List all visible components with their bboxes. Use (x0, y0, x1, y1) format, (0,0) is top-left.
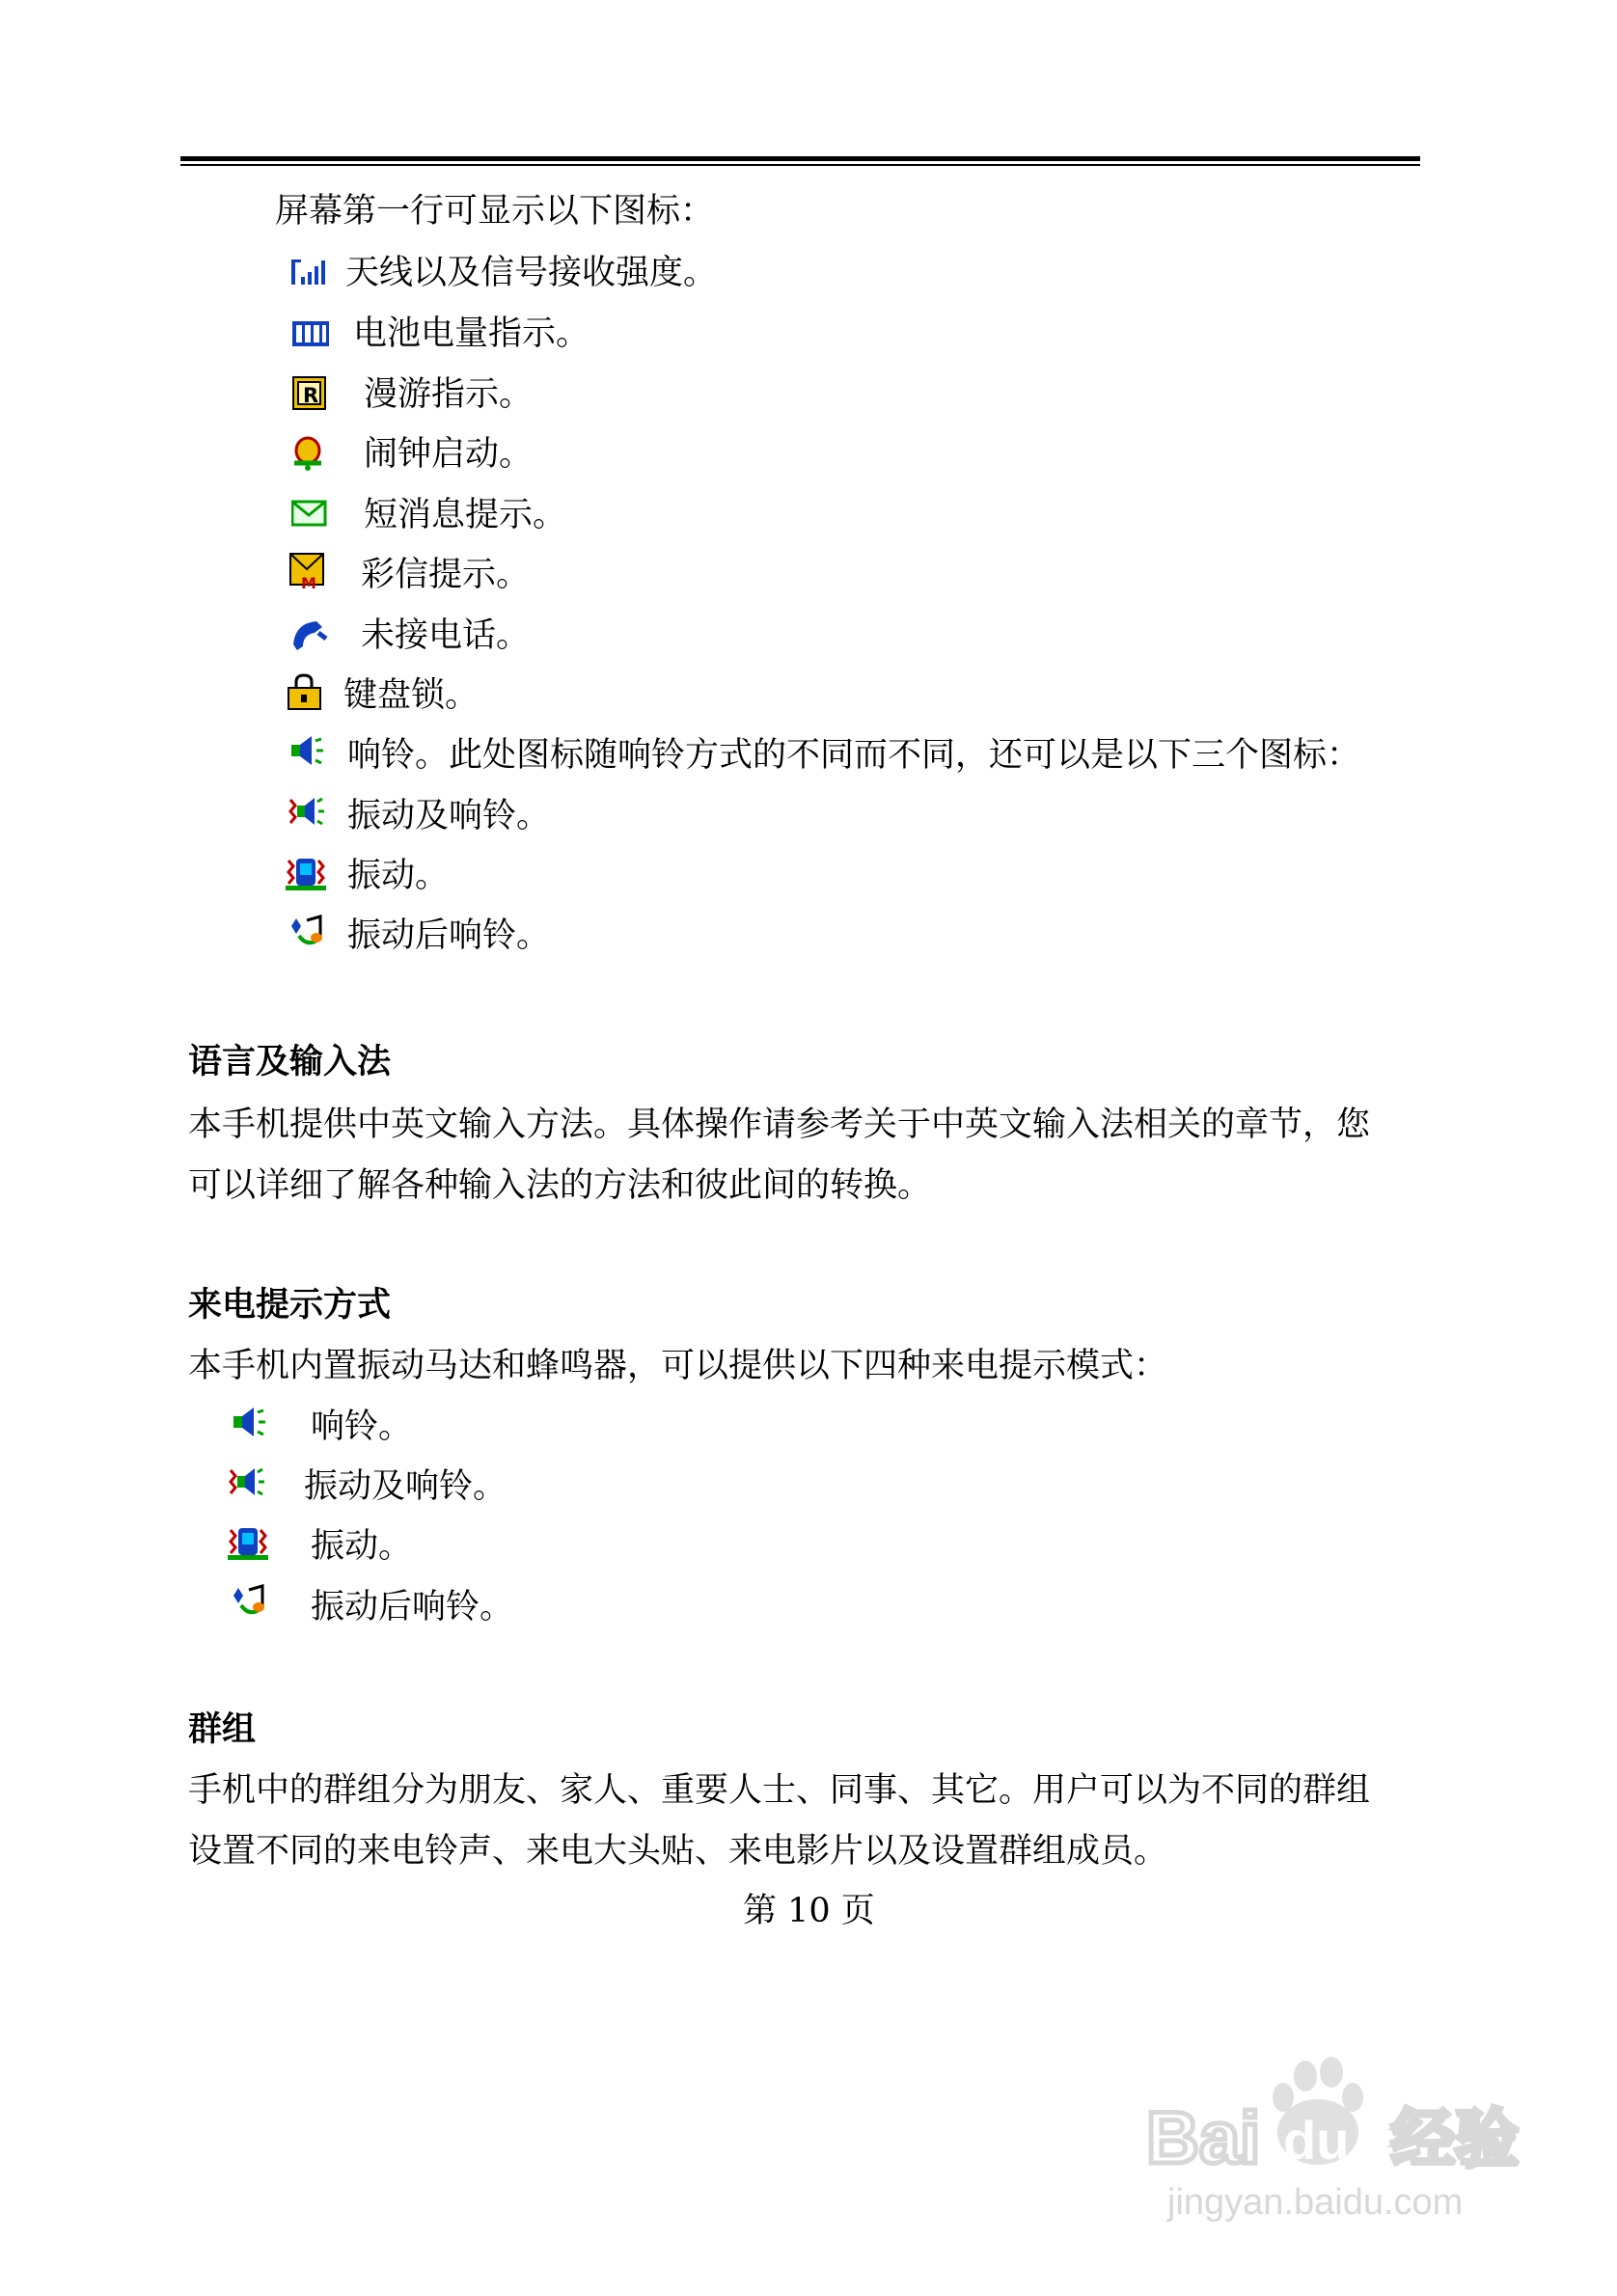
status-text-roaming: 漫游指示。 (364, 375, 534, 414)
status-text-signal: 天线以及信号接收强度。 (345, 254, 718, 292)
section-alert-title: 来电提示方式 (188, 1285, 392, 1325)
section-language-line1: 本手机提供中英文输入方法。具体操作请参考关于中英文输入法相关的章节，您 (188, 1106, 1371, 1144)
alert-item-vibrate-text: 振动。 (311, 1527, 413, 1566)
intro-text: 屏幕第一行可显示以下图标： (275, 192, 715, 231)
alert-item-vibrate-then-ring-text: 振动后响铃。 (311, 1588, 514, 1626)
watermark-brand-cn: 经验 (1391, 2102, 1519, 2176)
roaming-icon (292, 376, 327, 411)
svg-text:du: du (1283, 2110, 1350, 2171)
status-text-mms: 彩信提示。 (361, 556, 531, 594)
watermark-url: jingyan.baidu.com (1167, 2182, 1464, 2223)
baidu-jingyan-watermark (1138, 2055, 1553, 2248)
ring-icon (288, 733, 326, 770)
header-rule (180, 156, 1420, 161)
section-alert-line1: 本手机内置振动马达和蜂鸣器，可以提供以下四种来电提示模式： (188, 1347, 1168, 1385)
vibrate-icon (228, 1524, 268, 1561)
svg-text:R: R (303, 384, 319, 407)
section-language-line2: 可以详细了解各种输入法的方法和彼此间的转换。 (188, 1166, 932, 1205)
signal-icon (289, 256, 326, 287)
keypad-lock-icon (286, 672, 324, 711)
status-text-sms: 短消息提示。 (364, 496, 567, 534)
vibrate-then-ring-icon (230, 1584, 268, 1621)
status-text-keypad-lock: 键盘锁。 (343, 676, 480, 715)
status-text-vibrate-then-ring: 振动后响铃。 (347, 916, 551, 955)
status-text-ring: 响铃。此处图标随响铃方式的不同而不同，还可以是以下三个图标： (347, 736, 1361, 775)
svg-text:Bai: Bai (1146, 2097, 1261, 2179)
status-text-battery: 电池电量指示。 (353, 314, 590, 353)
vibrate-icon (286, 855, 326, 891)
battery-icon (291, 316, 332, 349)
status-text-vibrate-and-ring: 振动及响铃。 (347, 797, 551, 835)
svg-text:M: M (301, 574, 316, 590)
section-group-line1: 手机中的群组分为朋友、家人、重要人士、同事、其它。用户可以为不同的群组 (188, 1771, 1371, 1810)
sms-icon (291, 500, 328, 527)
alert-item-vibrate-and-ring-text: 振动及响铃。 (304, 1467, 507, 1506)
section-group-title: 群组 (188, 1709, 257, 1749)
header-rule-thin (180, 164, 1420, 166)
ring-icon (230, 1405, 268, 1441)
alert-item-ring-text: 响铃。 (311, 1408, 413, 1446)
vibrate-and-ring-icon (228, 1464, 266, 1501)
mms-icon (289, 552, 328, 590)
vibrate-then-ring-icon (288, 915, 326, 951)
missed-call-icon (289, 617, 330, 652)
section-group-line2: 设置不同的来电铃声、来电大头贴、来电影片以及设置群组成员。 (188, 1832, 1168, 1871)
status-text-missed-call: 未接电话。 (361, 616, 531, 655)
page-number: 第 10 页 (743, 1892, 875, 1930)
status-text-vibrate: 振动。 (347, 857, 450, 895)
status-text-alarm: 闹钟启动。 (364, 435, 534, 474)
vibrate-and-ring-icon (288, 794, 326, 831)
section-language-title: 语言及输入法 (188, 1042, 392, 1081)
alarm-icon (289, 434, 328, 473)
